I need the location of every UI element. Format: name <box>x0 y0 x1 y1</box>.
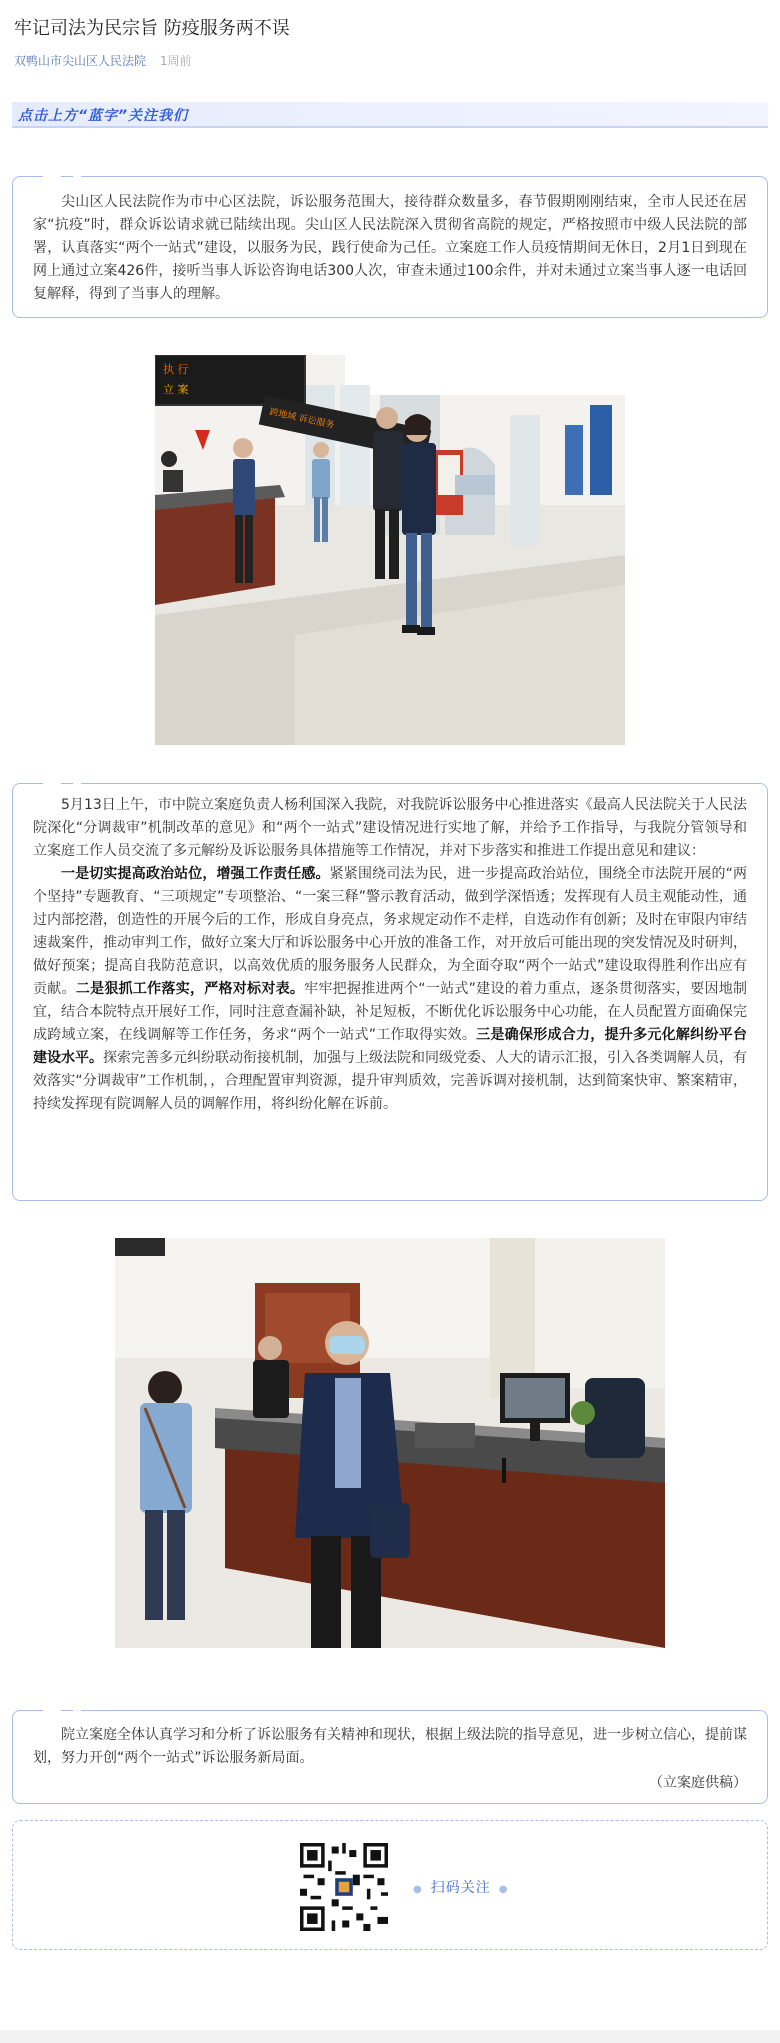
point-one-heading: 一是切实提高政治站位，增强工作责任感。 <box>61 866 330 882</box>
qr-code-icon[interactable] <box>300 1843 388 1931</box>
intro-card <box>12 176 768 318</box>
card-notch <box>73 1709 81 1712</box>
article-meta <box>14 52 191 69</box>
dot-icon: ● <box>498 1884 509 1895</box>
point-two-text: 牢牢把握推进两个“一站式”建设的着力重点，逐条贯彻落实，要因地制宜，结合本院特点开展好工作，同时注意查漏补缺，补足短板，不断优化诉讼服务中心功能，在人员配置方面确保完成跨域立案，在线调解等工作任务，务求“两个一站式”工作取得实效。 <box>33 981 748 1043</box>
author-link[interactable]: 双鸭山市尖山区人民法院 <box>14 54 147 68</box>
led-sign-text: 立 案 <box>163 383 189 396</box>
led-banner-text: 跨地域 诉讼服务 <box>268 407 335 431</box>
service-counter-photo-svg <box>115 1238 665 1648</box>
article-title: 牢记司法为民宗旨 防疫服务两不误 <box>14 18 290 39</box>
follow-banner-text: 点击上方“蓝字”关注我们 <box>18 108 189 124</box>
follow-banner[interactable] <box>12 102 768 128</box>
card-notch <box>43 175 61 178</box>
card-notch <box>43 1709 61 1712</box>
footer-band <box>0 2030 780 2043</box>
card-notch <box>43 782 61 785</box>
conclusion-card <box>12 1710 768 1804</box>
conclusion-paragraph: 院立案庭全体认真学习和分析了诉讼服务有关精神和现状，根据上级法院的指导意见，进一步树立信心，提前谋划，努力开创“两个一站式”诉讼服务新局面。 <box>33 1727 747 1766</box>
dot-icon: ● <box>413 1884 423 1895</box>
point-three-heading: 三是确保形成合力，提升多元化解纠纷平台建设水平。 <box>33 1027 747 1066</box>
publish-time: 1周前 <box>159 54 192 68</box>
led-sign-text: 执 行 <box>163 363 189 376</box>
service-counter-photo[interactable] <box>115 1238 665 1648</box>
scan-follow-text: 扫码关注 <box>430 1880 491 1896</box>
court-hall-photo[interactable] <box>155 355 625 745</box>
source-credit: （立案庭供稿） <box>649 1775 747 1791</box>
card-notch <box>73 175 81 178</box>
point-two-heading: 二是狠抓工作落实，严格对标对表。 <box>75 981 305 997</box>
scan-follow-label <box>405 1877 516 1897</box>
intro-paragraph: 尖山区人民法院作为市中心区法院，诉讼服务范围大，接待群众数量多，春节假期刚刚结束，全市人民还在居家“抗疫”时，群众诉讼请求就已陆续出现。尖山区人民法院深入贯彻省高院的规定，严格按照市中级人民法院的部署，认真落实“两个一站式”建设，以服务为民，践行使命为己任。立案庭工作人员疫情期间无休日，2月1日到现在网上通过立案426件，接听当事人诉讼咨询电话300人次，审查未通过100余件，并对未通过立案当事人逐一电话回复解释，得到了当事人的理解。 <box>33 194 747 302</box>
qr-follow-card <box>12 1820 768 1950</box>
point-one-text: 紧紧围绕司法为民，进一步提高政治站位，围绕全市法院开展的“两个坚持”专题教育、“三项规定”专项整治、“一案三释”警示教育活动，做到学深悟透；发挥现有人员主观能动性，通过内部挖潜，创造性的开展今后的工作，形成自身亮点，务求规定动作不走样，自选动作有创新；及时在审限内审结速裁案件，推动审判工作，做好立案大厅和诉讼服务中心开放的准备工作，对开放后可能出现的突发情况及时研判，做好预案；提高自我防范意识，以高效优质的服务服务人民群众，为全面夺取“两个一站式”建设取得胜利作出应有贡献。 <box>33 866 747 997</box>
card-notch <box>73 782 81 785</box>
measures-paragraph <box>33 863 747 1116</box>
visit-report-card <box>12 783 768 1201</box>
court-hall-photo-svg <box>155 355 625 745</box>
point-three-text: 探索完善多元纠纷联动衔接机制，加强与上级法院和同级党委、人大的请示汇报，引入各类调解人员，有效落实“分调裁审”工作机制，，合理配置审判资源，提升审判质效，完善诉调对接机制，达到简案快审、繁案精审，持续发挥现有院调解人员的调解作用，将纠纷化解在诉前。 <box>33 1050 747 1112</box>
visit-paragraph: 5月13日上午，市中院立案庭负责人杨利国深入我院，对我院诉讼服务中心推进落实《最高人民法院关于人民法院深化“分调裁审”机制改革的意见》和“两个一站式”建设情况进行实地了解，并给予工作指导，与我院分管领导和立案庭工作人员交流了多元解纷及诉讼服务具体措施等工作情况，并对下步落实和推进工作提出意见和建议： <box>33 797 747 859</box>
